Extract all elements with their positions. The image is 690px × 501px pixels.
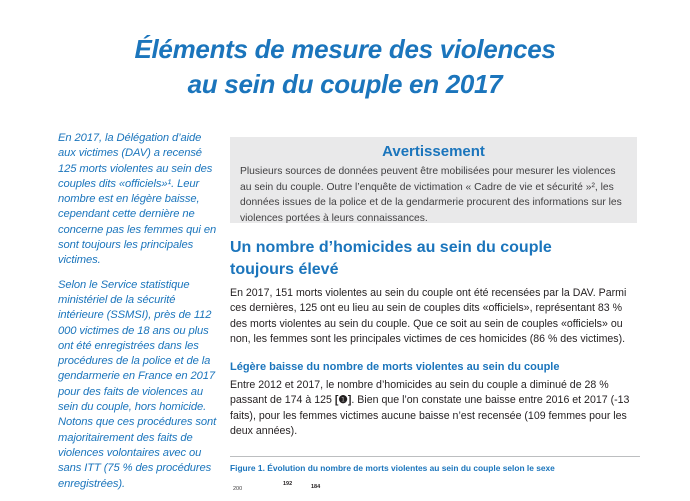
warning-text: Plusieurs sources de données peuvent être mobilisées pour mesurer les violences au sein du couple. Outre l’enquête de victimation « Cadre de vie et sécurité »², les données issues de la police et de la gendarmerie procurent des informations sur les violences portées à leurs connaissances. [240, 166, 622, 224]
section-paragraph-2 [230, 378, 640, 439]
figure-data-label-2: 184 [311, 484, 321, 490]
paragraph-2-text-end: . Bien que l’on constate une baisse entre 2016 et 2017 (-13 faits), pour les femmes victimes aucune baisse n’est recensée (109 femmes pour les deux années). [230, 394, 630, 437]
warning-box [230, 137, 637, 223]
figure-reference[interactable]: [❶] [334, 394, 352, 407]
page-title-line-1: Éléments de mesure des violences [134, 34, 556, 64]
section-heading: Un nombre d’homicides au sein du couple toujours élevé [230, 239, 552, 278]
sidebar-paragraph-dav: En 2017, la Délégation d’aide aux victimes (DAV) a recensé 125 morts violentes au sein des couples dits «officiels»¹. Leur nombre est en légère baisse, cependant cette dernière ne concerne pas les femmes qui en sont toujours les principales victimes. [58, 132, 217, 267]
figure-caption: Figure 1. Évolution du nombre de morts violentes au sein du couple selon le sexe [230, 463, 555, 473]
figure-y-tick: 200 [233, 486, 243, 492]
page-title-line-2: au sein du couple en 2017 [187, 69, 503, 99]
sidebar-paragraph-ssmsi: Selon le Service statistique ministériel de la sécurité intérieure (SSMSI), près de 112 000 victimes de 18 ans ou plus ont été enregistrées dans les procédures de la police et de la gendarmerie en France en 2017 pour des faits de violences au sein du couple, hors homicide. Notons que ces procédures sont majoritairement des faits de violences volontaires avec ou sans ITT (75 % des procédures enregistrées). [58, 278, 217, 490]
sidebar-summary [58, 131, 218, 501]
figure-top-rule [230, 456, 640, 457]
figure-data-label-1: 192 [283, 481, 293, 487]
subsection-heading: Légère baisse du nombre de morts violentes au sein du couple [230, 361, 560, 373]
section-paragraph-1: En 2017, 151 morts violentes au sein du couple ont été recensées par la DAV. Parmi ces dernières, 125 ont eu lieu au sein de couples dits «officiels», représentant 83 % des morts violentes au sein du couple. Que ce soit au sein de couples «officiels» ou non, les femmes sont les principales victimes de ces homicides (86 % des victimes). [230, 287, 627, 345]
warning-title: Avertissement [382, 143, 485, 160]
paragraph-2-text-start: Entre 2012 et 2017, le nombre d’homicides au sein du couple a diminué de 28 % passant de 174 à 125 [230, 379, 609, 407]
